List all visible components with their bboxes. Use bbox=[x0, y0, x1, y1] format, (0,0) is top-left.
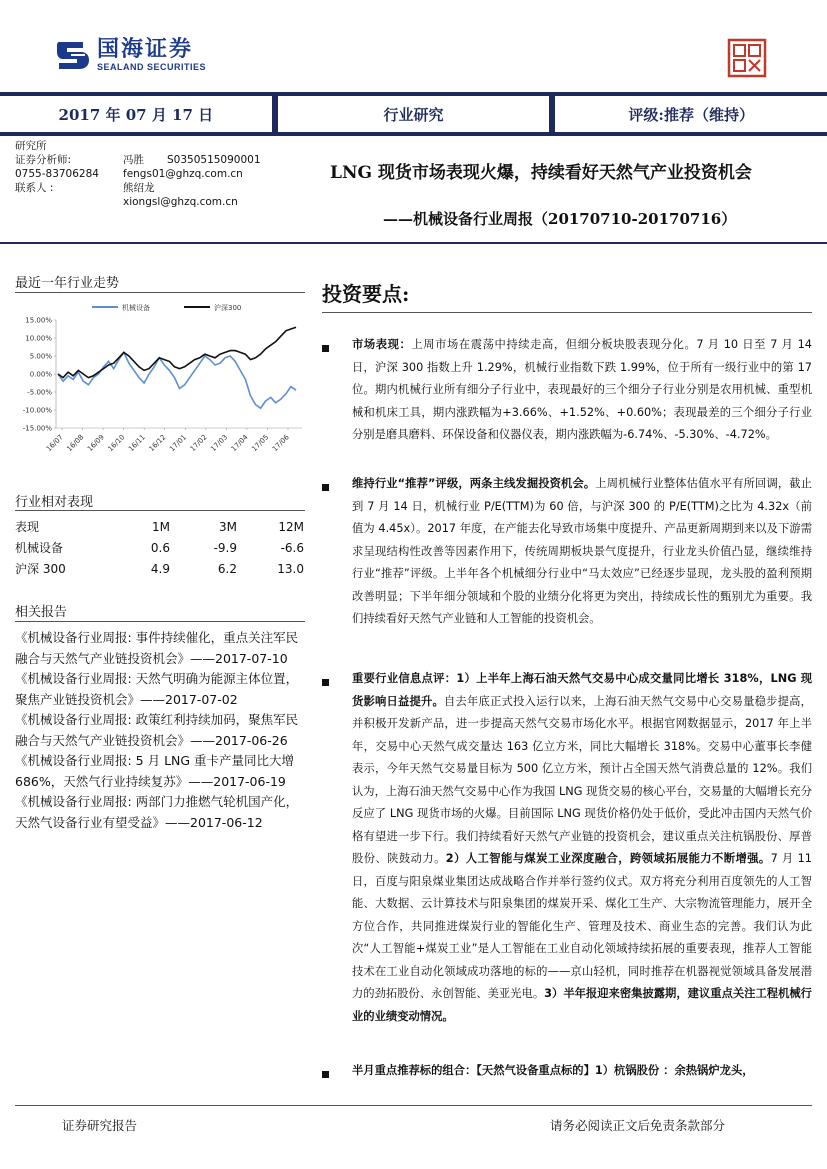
brand-name-cn: 国海证券 bbox=[97, 37, 194, 62]
point-body: 自去年底正式投入运行以来，上海石油天然气交易中心交易量稳步提高，并积极开发新产品，进一步提高天然气交易市场化水平。根据官网数据显示，2017 年上半年，交易中心天然气成交量达 163 亿立方米，同比大幅增长 318%。交易中心董事长李健表示，今年天然气交易量目标为 500 亿立方米，预计占全国天然气消费总量的 12%。我们认为，上海石油天然气交易中心作为我国 LNG 现货交易的核心平台，交易量的大幅增长充分反应了 LNG 现货市场的火爆。目前国际 LNG 现货价格仍处于低价，受此冲击国内天然气价格有望进一步下行。我们持续看好天然气产业链的投资机会，建议重点关注杭锅股份、厚普股份、陕鼓动力。 bbox=[352, 694, 812, 865]
series-line-machinery bbox=[58, 352, 296, 408]
point-lead: 维持行业“推荐”评级，两条主线发掘投资机会。 bbox=[352, 477, 596, 490]
perf-header-row bbox=[15, 516, 305, 537]
point-industry-news bbox=[352, 668, 812, 1028]
x-tick-label: 16/09 bbox=[85, 433, 106, 454]
analyst-label: 证券分析师: bbox=[15, 154, 72, 166]
point-lead: 市场表现： bbox=[352, 338, 412, 351]
y-tick-label: 10.00% bbox=[25, 334, 52, 343]
related-heading-rule bbox=[15, 621, 305, 622]
contact-email[interactable]: xiongsl@ghzq.com.cn bbox=[123, 196, 238, 208]
x-tick-label: 16/08 bbox=[65, 433, 86, 454]
performance-table bbox=[15, 516, 305, 579]
x-tick-label: 17/06 bbox=[270, 433, 291, 454]
footer-divider bbox=[15, 1105, 812, 1106]
point-lead-2: 2）人工智能与煤炭工业深度融合，跨领域拓展能力不断增强。 bbox=[445, 852, 771, 865]
point-picks bbox=[352, 1060, 812, 1083]
footer-left-text: 证券研究报告 bbox=[62, 1118, 138, 1133]
perf-row-label: 沪深 300 bbox=[15, 562, 66, 576]
section-heading: 投资要点: bbox=[322, 282, 410, 306]
related-report-item[interactable]: 《机械设备行业周报: 5 月 LNG 重卡产量同比大增 686%，天然气行业持续复苏》——2017-06-19 bbox=[15, 753, 295, 789]
industry-trend-chart bbox=[12, 298, 308, 473]
analyst-contact bbox=[15, 139, 315, 209]
bullet-icon bbox=[322, 1071, 329, 1078]
perf-row-label: 机械设备 bbox=[15, 541, 64, 555]
bullet-icon bbox=[322, 484, 329, 491]
point-lead: 半月重点推荐标的组合：【天然气设备重点标的】1）杭锅股份 ：余热锅炉龙头， bbox=[352, 1064, 754, 1077]
y-tick-label: -15.00% bbox=[22, 424, 52, 433]
point-lead-3: 3）半年报迎来密集披露期，建议重点关注工程机械行业的业绩变动情况。 bbox=[352, 987, 812, 1023]
trend-heading: 最近一年行业走势 bbox=[15, 276, 120, 291]
report-date: 2017 年 07 月 17 日 bbox=[0, 96, 272, 132]
trend-heading-rule bbox=[15, 292, 305, 293]
related-report-item[interactable]: 《机械设备行业周报: 政策红利持续加码，聚焦军民融合与天然气产业链投资机会》——2017-06-26 bbox=[15, 712, 299, 748]
y-tick-label: 15.00% bbox=[25, 316, 52, 325]
report-rating: 评级:推荐（维持） bbox=[555, 96, 827, 132]
related-report-item[interactable]: 《机械设备行业周报: 天然气明确为能源主体位置，聚焦产业链投资机会》——2017-07-02 bbox=[15, 671, 299, 707]
header-divider bbox=[0, 242, 827, 244]
y-tick-label: 5.00% bbox=[29, 352, 52, 361]
perf-value: 13.0 bbox=[277, 561, 304, 576]
perf-value: 6.2 bbox=[217, 561, 237, 576]
x-tick-label: 17/01 bbox=[168, 433, 189, 454]
x-tick-label: 17/05 bbox=[250, 433, 271, 454]
related-reports-list bbox=[15, 628, 307, 833]
dept-label: 研究所 bbox=[15, 140, 47, 152]
x-tick-label: 16/12 bbox=[147, 433, 168, 454]
header-banner bbox=[0, 92, 827, 136]
x-tick-label: 17/04 bbox=[229, 433, 250, 454]
related-heading: 相关报告 bbox=[15, 605, 68, 620]
point-market bbox=[352, 334, 812, 447]
perf-header-3m: 3M bbox=[219, 519, 237, 534]
research-seal-icon bbox=[727, 38, 767, 78]
legend-label: 机械设备 bbox=[122, 304, 150, 312]
footer-right-text: 请务必阅读正文后免责条款部分 bbox=[550, 1118, 726, 1133]
perf-heading-rule bbox=[15, 510, 305, 511]
report-category: 行业研究 bbox=[278, 96, 550, 132]
y-tick-label: -10.00% bbox=[22, 406, 52, 415]
perf-header-1m: 1M bbox=[152, 519, 170, 534]
report-title: LNG 现货市场表现火爆，持续看好天然气产业投资机会 bbox=[330, 163, 752, 183]
legend-label: 沪深300 bbox=[214, 304, 242, 312]
brand-logo bbox=[55, 38, 206, 72]
related-report-item[interactable]: 《机械设备行业周报: 事件持续催化，重点关注军民融合与天然气产业链投资机会》——2017-07-10 bbox=[15, 630, 299, 666]
perf-value: 0.6 bbox=[150, 540, 170, 555]
x-tick-label: 16/07 bbox=[44, 433, 65, 454]
y-tick-label: 0.00% bbox=[29, 370, 52, 379]
bullet-icon bbox=[322, 679, 329, 686]
y-tick-label: -5.00% bbox=[27, 388, 52, 397]
point-rating bbox=[352, 473, 812, 631]
x-tick-label: 16/10 bbox=[106, 433, 127, 454]
analyst-email[interactable]: fengs01@ghzq.com.cn bbox=[123, 168, 243, 180]
point-body: 上周机械行业整体估值水平有所回调，截止到 7 月 14 日，机械行业 P/E(TTM)为 60 倍，与沪深 300 的 P/E(TTM)之比为 4.32x（前值为 4.45x）。2017 年度，在产能去化导致市场集中度提升、产品更新周期到来以及下游需求呈现结构性改善等因素作用下，传统周期板块景气度提升，行业龙头价值凸显，继续维持行业“推荐”评级。上半年各个机械细分行业中“马太效应”已经逐步显现，龙头股的盈利预期改善明显；下半年细分领域和个股的业绩分化将更为突出，持续成长性的甄别尤为重要。我们持续看好天然气产业链和人工智能的投资机会。 bbox=[352, 477, 812, 625]
bullet-icon bbox=[322, 345, 329, 352]
perf-row bbox=[15, 537, 305, 558]
perf-header-label: 表现 bbox=[15, 520, 40, 534]
analyst-phone: 0755-83706284 bbox=[15, 168, 99, 180]
analyst-name: 冯胜 bbox=[123, 154, 144, 166]
x-tick-label: 17/03 bbox=[209, 433, 230, 454]
perf-value: -6.6 bbox=[280, 540, 304, 555]
analyst-cert: S0350515090001 bbox=[167, 154, 261, 166]
perf-value: -9.9 bbox=[213, 540, 237, 555]
perf-row bbox=[15, 558, 305, 579]
contact-label: 联系人 : bbox=[15, 182, 54, 194]
point-lead: 重要行业信息点评：1）上半年上海石油天然气交易中心成交量同比增长 318%，LNG 现货影响日益提升。 bbox=[352, 672, 812, 708]
report-subtitle: ——机械设备行业周报（20170710-20170716） bbox=[383, 210, 737, 228]
point-body: 上周市场在震荡中持续走高，但细分板块股表现分化。7 月 10 日至 7 月 14 日，沪深 300 指数上升 1.29%，机械行业指数下跌 1.99%，位于所有一级行业中的第 17 位。期内机械行业所有细分子行业中，表现最好的三个细分子行业分别是农用机械、重型机械和机床工具，期内涨跌幅为+3.66%、+1.52%、+0.60%；表现最差的三个细分子行业分别是磨具磨料、环保设备和仪器仪表，期内涨跌幅为-6.74%、-5.30%、-4.72%。 bbox=[352, 338, 812, 441]
perf-value: 4.9 bbox=[150, 561, 170, 576]
brand-name-en: SEALAND SECURITIES bbox=[97, 62, 207, 72]
point-body-2: 7 月 11 日，百度与阳泉煤业集团达成战略合作并举行签约仪式。双方将充分利用百度领先的人工智能、大数据、云计算技术与阳泉集团的煤炭开采、煤化工生产、大宗物流管理能力，展开全方位合作，共同推进煤炭行业的智能化生产、管理及技术、商业生态的完善。我们认为此次“人工智能+煤炭工业”是人工智能在工业自动化领域持续拓展的重要表现，推荐人工智能技术在工业自动化领域成功落地的标的——京山轻机，同时推荐在机器视觉领域具备发展潜力的劲拓股份、永创智能、美亚光电。 bbox=[352, 852, 812, 1000]
x-tick-label: 16/11 bbox=[127, 433, 148, 454]
related-report-item[interactable]: 《机械设备行业周报: 两部门力推燃气轮机国产化，天然气设备行业有望受益》——2017-06-12 bbox=[15, 794, 299, 830]
perf-heading: 行业相对表现 bbox=[15, 495, 94, 510]
x-tick-label: 17/02 bbox=[188, 433, 209, 454]
section-heading-rule bbox=[322, 312, 812, 313]
perf-header-12m: 12M bbox=[278, 519, 304, 534]
contact-name: 熊绍龙 bbox=[123, 182, 155, 194]
series-line-hs300 bbox=[58, 327, 296, 377]
sealand-logo-icon bbox=[55, 38, 91, 72]
